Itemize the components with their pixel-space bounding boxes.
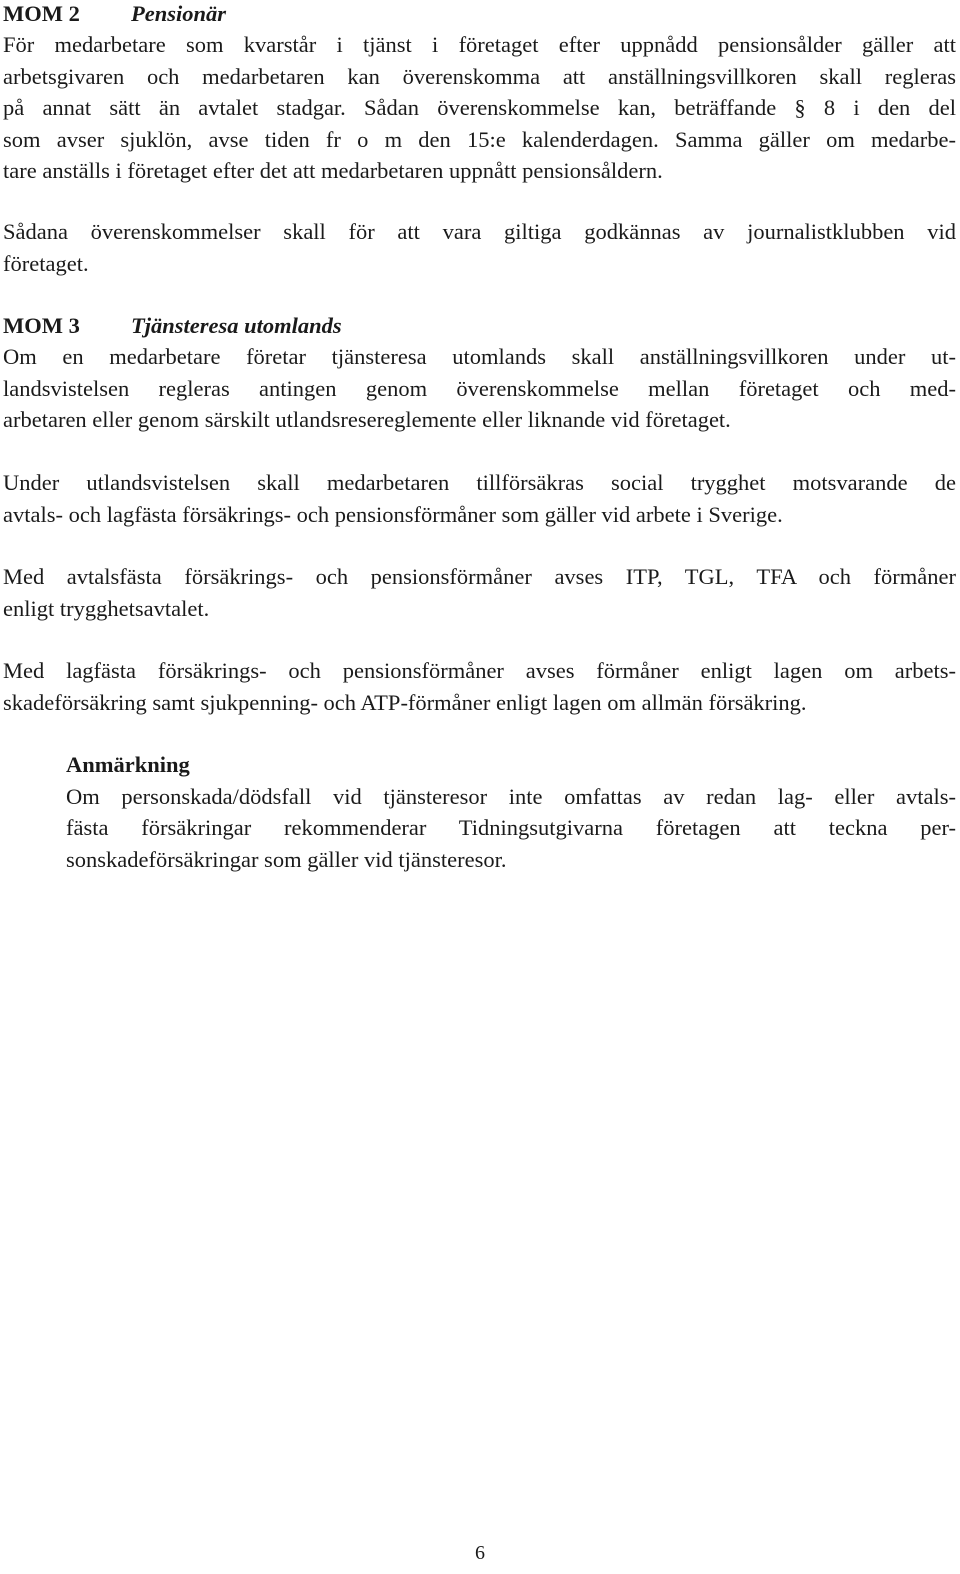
text-line: Med avtalsfästa försäkrings- och pensionsförmåner avses ITP, TGL, TFA och förmåner [3,564,956,589]
section-title: Tjänsteresa utomlands [131,313,342,338]
paragraph [3,655,956,718]
text-line: som avser sjuklön, avse tiden fr o m den 15:e kalenderdagen. Samma gäller om medarbe- [3,126,956,152]
text-line: landsvistelsen regleras antingen genom överenskommelse mellan företaget och med- [3,375,956,401]
note-block [66,749,956,875]
text-line: fästa försäkringar rekommenderar Tidningsutgivarna företagen att teckna per- [66,815,956,840]
section-title: Pensionär [131,1,227,26]
text-line: arbetsgivaren och medarbetaren kan överenskomma att anställningsvillkoren skall regleras [3,63,956,89]
paragraph [3,216,956,279]
page-number: 6 [475,1542,485,1564]
section-heading-mom2 [3,0,226,30]
section-number: MOM 2 [3,1,80,26]
section-number: MOM 3 [3,313,80,338]
text-line: Under utlandsvistelsen skall medarbetaren tillförsäkras social trygghet motsvarande de [3,470,956,495]
section-heading-mom3 [3,310,342,342]
paragraph [3,467,956,530]
text-line: sonskadeförsäkringar som gäller vid tjänsteresor. [66,846,507,872]
text-line: tare anställs i företaget efter det att medarbetaren uppnått pensionsåldern. [3,158,663,183]
text-line: Med lagfästa försäkrings- och pensionsförmåner avses förmåner enligt lagen om arbets- [3,658,956,683]
text-line: avtals- och lagfästa försäkrings- och pensionsförmåner som gäller vid arbete i Sverige. [3,501,783,527]
paragraph [3,561,956,624]
note-heading: Anmärkning [66,752,190,777]
paragraph [3,29,956,187]
text-line: Om en medarbetare företar tjänsteresa utomlands skall anställningsvillkoren under ut- [3,344,956,369]
text-line: Sådana överenskommelser skall för att vara giltiga godkännas av journalistklubben vid [3,219,956,244]
text-line: Om personskada/dödsfall vid tjänsteresor inte omfattas av redan lag- eller avtals- [66,783,956,809]
text-line: enligt trygghetsavtalet. [3,595,210,621]
text-line: på annat sätt än avtalet stadgar. Sådan överenskommelse kan, beträffande § 8 i den del [3,95,956,120]
text-line: arbetaren eller genom särskilt utlandsresereglemente eller liknande vid företaget. [3,407,731,432]
text-line: företaget. [3,250,89,276]
paragraph [3,341,956,436]
text-line: För medarbetare som kvarstår i tjänst i företaget efter uppnådd pensionsålder gäller att [3,32,956,57]
text-line: skadeförsäkring samt sjukpenning- och ATP-förmåner enligt lagen om allmän försäkring. [3,689,807,715]
